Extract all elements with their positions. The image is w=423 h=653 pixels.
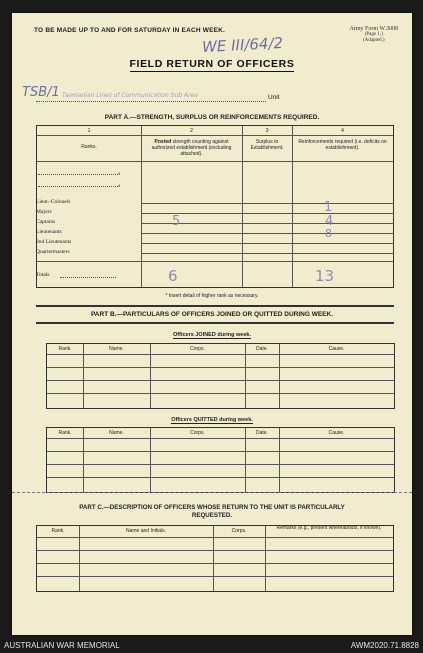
- joined-table: [46, 343, 395, 409]
- quitted-table: [46, 427, 395, 493]
- part-a-table: [36, 125, 394, 288]
- hw-reinf-majors: 1: [324, 200, 333, 215]
- rank-captains: Captains: [36, 219, 56, 225]
- hw-total-posted: 6: [168, 267, 178, 285]
- form-page: [12, 13, 412, 635]
- quitted-title: [12, 417, 412, 423]
- col-number-2: 2: [190, 128, 193, 134]
- rank-quartermasters: Quartermasters: [36, 249, 70, 255]
- unit-line: [36, 101, 266, 102]
- part-c-table: [36, 525, 394, 592]
- footer-accession-number: AWM2020.71.8828: [350, 641, 419, 650]
- col-number-3: 3: [265, 128, 269, 134]
- joined-col-name: Name.: [109, 346, 124, 352]
- form-identifier: [349, 26, 398, 44]
- handwritten-we-ref: WE III/64/2: [201, 33, 284, 57]
- title-text: FIELD RETURN OF OFFICERS: [129, 58, 295, 70]
- col-reinf-header: Reinforcements required (i.e. deficits on establishment).: [298, 139, 387, 151]
- part-a-footnote: * Insert detail of higher rank as necessary.: [165, 293, 259, 299]
- page-title: [12, 58, 412, 70]
- quitted-col-name: Name.: [109, 430, 124, 436]
- unit-label: Unit: [268, 94, 280, 101]
- handwritten-unit-code: TSB/1: [22, 85, 60, 100]
- rank-2nd-lieutenants: 2nd Lieutenants: [36, 239, 72, 245]
- joined-col-date: Date.: [256, 346, 268, 352]
- part-c-col-remarks: Remarks (e.g., present whereabouts, if known).: [276, 525, 382, 531]
- rank-lieut-colonels: Lieut.-Colonels: [36, 199, 71, 205]
- quitted-title-text: Officers QUITTED during week.: [171, 417, 253, 423]
- hw-reinf-captains: 4: [325, 214, 334, 229]
- quitted-col-rank: Rank.: [58, 430, 72, 436]
- rank-star-2: *: [118, 185, 121, 191]
- col-posted-text: strength counting against authorized establishment (excluding attached).: [151, 139, 232, 157]
- rank-star-1: *: [118, 173, 121, 179]
- rank-majors: Majors: [36, 209, 52, 215]
- col-number-4: 4: [341, 128, 344, 134]
- form-name: Army Form W.3008: [349, 26, 398, 32]
- joined-title-text: Officers JOINED during week.: [173, 332, 251, 338]
- part-c-col-name: Name and Initials.: [125, 528, 167, 534]
- col-surplus-header: Surplus to Establishment.: [250, 139, 284, 151]
- col-posted-bold: Posted: [154, 139, 172, 145]
- hw-total-reinf: 13: [315, 267, 335, 285]
- part-c-title-line1: PART C.—DESCRIPTION OF OFFICERS WHOSE RETURN TO THE UNIT IS PARTICULARLY: [79, 504, 345, 511]
- totals-label: Totals: [36, 272, 50, 278]
- quitted-col-corps: Corps.: [190, 430, 205, 436]
- handwritten-unit-name: Tasmanian Lines of Communication Sub Area: [62, 92, 198, 99]
- joined-title: [12, 332, 412, 338]
- hw-posted-captains: 5: [172, 214, 181, 229]
- form-page: (Page 1.): [364, 32, 383, 37]
- part-c-title: [12, 504, 412, 520]
- rank-lieutenants: Lieutenants: [36, 229, 62, 235]
- part-b-title: PART B.—PARTICULARS OF OFFICERS JOINED OR QUITTED DURING WEEK.: [90, 311, 334, 318]
- part-c-title-line2: REQUESTED.: [191, 512, 233, 519]
- header-instruction: TO BE MADE UP TO AND FOR SATURDAY IN EACH WEEK.: [34, 27, 226, 34]
- part-c-col-rank: Rank.: [51, 528, 65, 534]
- quitted-col-date: Date.: [256, 430, 268, 436]
- perforation-line: [12, 492, 412, 493]
- footer-institution: AUSTRALIAN WAR MEMORIAL: [4, 641, 120, 650]
- hw-reinf-lieutenants: 8: [325, 227, 332, 240]
- joined-col-rank: Rank.: [58, 346, 72, 352]
- joined-col-cause: Cause.: [328, 346, 345, 352]
- footer: [0, 637, 423, 653]
- col-number-1: 1: [87, 128, 91, 134]
- part-a-title: PART A.—STRENGTH, SURPLUS OR REINFORCEMENTS REQUIRED.: [104, 114, 320, 121]
- col-posted-header: [143, 139, 240, 157]
- quitted-col-cause: Cause.: [328, 430, 345, 436]
- joined-col-corps: Corps.: [190, 346, 205, 352]
- col-ranks-header: Ranks.: [81, 144, 97, 150]
- form-adapted: (Adapted.): [362, 38, 385, 43]
- part-c-col-corps: Corps.: [231, 528, 247, 534]
